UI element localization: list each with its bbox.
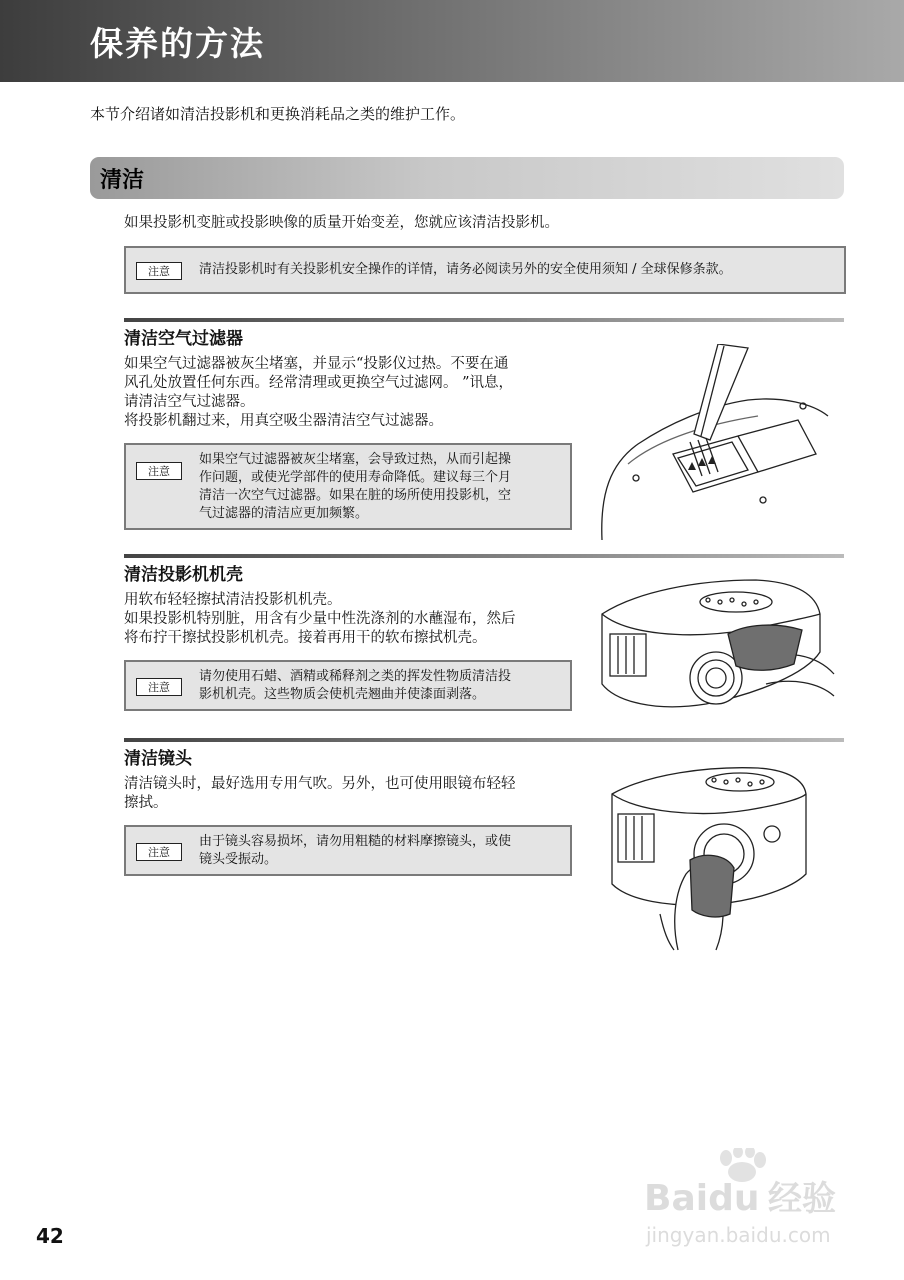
baidu-jingyan-watermark xyxy=(642,1148,862,1248)
safety-notice xyxy=(124,246,846,294)
housing-cleaning-illustration xyxy=(596,574,838,724)
notice-line: 作问题，或使光学部件的使用寿命降低。建议每三个月 xyxy=(199,470,512,485)
subsection-title-lens: 清洁镜头 xyxy=(124,749,192,769)
text-line: 将布拧干擦拭投影机机壳。接着再用干的软布擦拭机壳。 xyxy=(124,630,487,646)
notice-text xyxy=(199,451,569,523)
notice-tag: 注意 xyxy=(136,843,182,861)
text-line: 清洁镜头时，最好选用专用气吹。另外，也可使用眼镜布轻轻 xyxy=(124,776,516,792)
notice-line: 影机机壳。这些物质会使机壳翘曲并使漆面剥落。 xyxy=(199,687,486,702)
lens-notice xyxy=(124,825,572,876)
subsection-rule xyxy=(124,738,844,742)
subsection-rule xyxy=(124,554,844,558)
title-banner xyxy=(0,0,904,82)
notice-line: 请勿使用石蜡、酒精或稀释剂之类的挥发性物质清洁投 xyxy=(199,669,512,684)
intro-text: 本节介绍诸如清洁投影机和更换消耗品之类的维护工作。 xyxy=(90,105,466,123)
text-line: 请清洁空气过滤器。 xyxy=(124,394,255,410)
air-filter-notice xyxy=(124,443,572,530)
notice-text xyxy=(199,833,569,869)
text-line: 擦拭。 xyxy=(124,795,168,811)
notice-line: 由于镜头容易损坏，请勿用粗糙的材料摩擦镜头，或使 xyxy=(199,834,512,849)
notice-line: 镜头受振动。 xyxy=(199,852,278,867)
air-filter-illustration xyxy=(598,344,834,540)
subsection-title-air-filter: 清洁空气过滤器 xyxy=(124,329,243,349)
notice-tag: 注意 xyxy=(136,678,182,696)
subsection-rule xyxy=(124,318,844,322)
text-line: 如果投影机特别脏，用含有少量中性洗涤剂的水蘸湿布，然后 xyxy=(124,611,516,627)
notice-line: 气过滤器的清洁应更加频繁。 xyxy=(199,506,369,521)
section-intro: 如果投影机变脏或投影映像的质量开始变差，您就应该清洁投影机。 xyxy=(124,215,559,231)
section-heading-bar xyxy=(90,157,844,199)
subsection-title-housing: 清洁投影机机壳 xyxy=(124,565,243,585)
air-filter-description xyxy=(124,355,579,431)
housing-description xyxy=(124,591,579,648)
notice-tag: 注意 xyxy=(136,262,182,280)
watermark-product: 经验 xyxy=(768,1179,836,1219)
page-number: 42 xyxy=(36,1224,64,1248)
notice-tag: 注意 xyxy=(136,462,182,480)
notice-line: 清洁一次空气过滤器。如果在脏的场所使用投影机，空 xyxy=(199,488,512,503)
text-line: 如果空气过滤器被灰尘堵塞，并显示“投影仪过热。不要在通 xyxy=(124,356,509,372)
notice-text xyxy=(199,668,569,704)
notice-line: 如果空气过滤器被灰尘堵塞，会导致过热，从而引起操 xyxy=(199,452,512,467)
text-line: 将投影机翻过来，用真空吸尘器清洁空气过滤器。 xyxy=(124,413,443,429)
watermark-url: jingyan.baidu.com xyxy=(646,1223,831,1247)
lens-description xyxy=(124,775,579,813)
watermark-brand: Baidu xyxy=(644,1178,760,1219)
lens-cleaning-illustration xyxy=(608,764,808,954)
text-line: 风孔处放置任何东西。经常清理或更换空气过滤网。 ”讯息， xyxy=(124,375,514,391)
page-title: 保养的方法 xyxy=(90,24,265,63)
housing-notice xyxy=(124,660,572,711)
section-title: 清洁 xyxy=(100,168,145,193)
notice-text: 清洁投影机时有关投影机安全操作的详情，请务必阅读另外的安全使用须知 / 全球保修条款。 xyxy=(199,262,732,277)
text-line: 用软布轻轻擦拭清洁投影机机壳。 xyxy=(124,592,342,608)
